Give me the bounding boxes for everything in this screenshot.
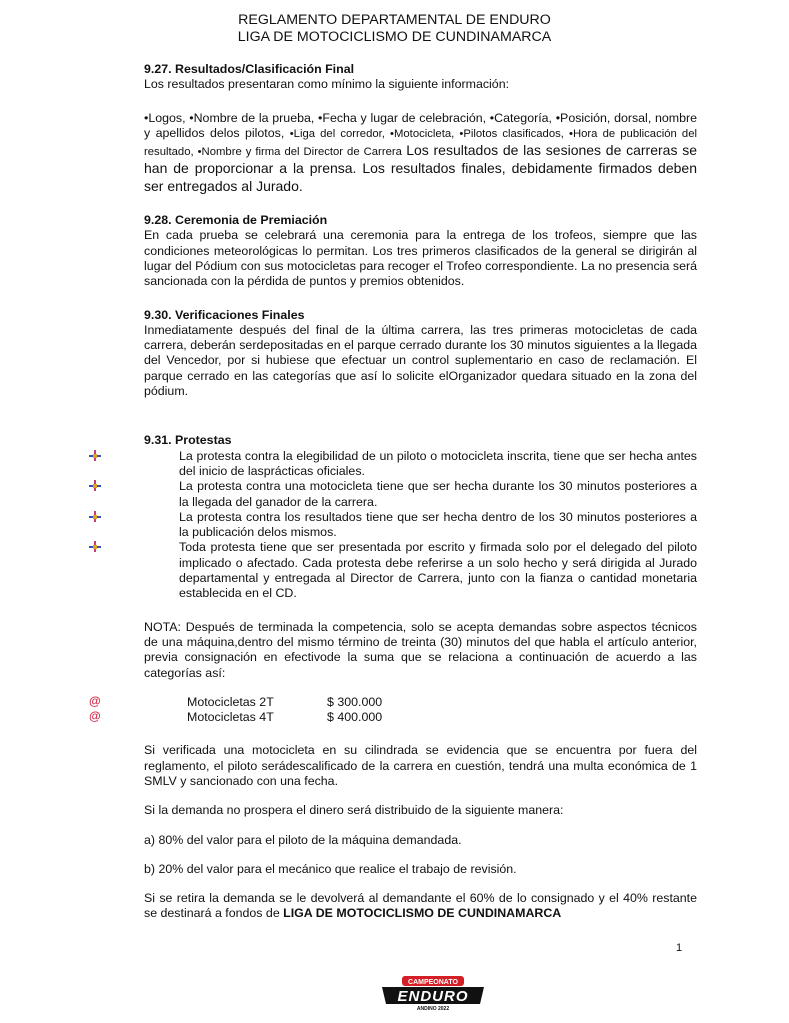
document-header <box>0 12 789 46</box>
cross-bullet-icon <box>89 511 101 523</box>
section-9-27-intro: Los resultados presentaran como mínimo la siguiente información: <box>144 77 510 92</box>
fee-label: Motocicletas 4T <box>187 710 274 725</box>
header-title: REGLAMENTO DEPARTAMENTAL DE ENDURO <box>238 12 551 28</box>
info-list-part-a: •Logos, •Nombre de la prueba, •Fecha y lugar de celebración, •Categoría, •Posición, dorsal, nombre y apellidos delos pilotos, <box>144 110 697 140</box>
section-9-30-title: 9.30. Verificaciones Finales <box>144 307 305 322</box>
nota-paragraph: NOTA: Después de terminada la competencia, solo se acepta demandas sobre aspectos técnicos de una máquina,dentro del mismo término de treinta (30) minutos del que habla el artículo anterior, previa consignación en efectivode la suma que se relaciona a continuación de acuerdo a las categorías así: <box>144 619 697 680</box>
list-item <box>144 540 697 601</box>
protest-item-text: La protesta contra los resultados tiene que ser hecha dentro de los 30 minutos posteriores a la publicación delos mismos. <box>179 509 697 540</box>
page-number: 1 <box>676 942 683 954</box>
section-9-31-title: 9.31. Protestas <box>144 433 232 448</box>
protest-item-text: Toda protesta tiene que ser presentada por escrito y firmada solo por el delegado del piloto implicado o afectado. Cada protesta debe referirse a un solo hecho y será dirigida al Jurado departamental y entregada al Director de Carrera, junto con la fianza o cantidad monetaria establecida en el CD. <box>179 540 697 601</box>
fee-row-2t <box>89 693 697 710</box>
section-9-28-body: En cada prueba se celebrará una ceremonia para la entrega de los trofeos, siempre que las condiciones meteorológicas lo permitan. Los tres primeros clasificados de la general se dirigirán al lugar del Pódium con sus motocicletas para recoger el Trofeo correspondiente. La no presencia será sancionada con la pérdida de puntos y premios obtenidos. <box>144 228 697 289</box>
fee-value: $ 400.000 <box>327 710 383 725</box>
fee-label: Motocicletas 2T <box>187 694 274 709</box>
header-subtitle: LIGA DE MOTOCICLISMO DE CUNDINAMARCA <box>237 29 552 45</box>
cross-bullet-icon <box>89 450 101 462</box>
distribution-intro: Si la demanda no prospera el dinero será distribuido de la siguiente manera: <box>144 803 564 818</box>
withdrawal-paragraph <box>144 891 697 922</box>
logo-top-text: CAMPEONATO <box>408 979 458 986</box>
section-9-28-title: 9.28. Ceremonia de Premiación <box>144 213 328 228</box>
info-list-part-b: •Liga del corredor, •Motocicleta, •Pilotos clasificados, •Hora de publicación del resultado, •Nombre y firma del Director de Carrera <box>144 127 697 159</box>
section-9-27-title: 9.27. Resultados/Clasificación Final <box>144 62 355 76</box>
cross-bullet-icon <box>89 480 101 492</box>
distribution-option-a: a) 80% del valor para el piloto de la máquina demandada. <box>144 832 462 847</box>
distribution-option-b: b) 20% del valor para el mecánico que realice el trabajo de revisión. <box>144 861 517 876</box>
withdrawal-text: Si se retira la demanda se le devolverá al demandante el 60% de lo consignado y el 40% restante se destinará a fondos de <box>144 891 697 921</box>
logo-sub-text: ANDINO 2022 <box>416 1006 450 1011</box>
cross-bullet-icon <box>89 541 101 553</box>
fee-row-4t <box>89 709 697 725</box>
spiral-bullet-icon: @ <box>89 693 101 708</box>
spiral-bullet-icon: @ <box>89 709 101 724</box>
section-9-27-info-list <box>144 111 697 195</box>
document-body <box>89 62 697 922</box>
list-item <box>144 479 697 510</box>
protest-item-text: La protesta contra la elegibilidad de un piloto o motocicleta inscrita, tiene que ser hecha antes del inicio de lasprácticas oficiales. <box>179 448 697 478</box>
logo-main-text: ENDURO <box>397 988 469 1005</box>
list-item <box>144 449 697 480</box>
protest-list <box>144 449 697 602</box>
list-item <box>144 510 697 541</box>
protest-item-text: La protesta contra una motocicleta tiene que ser hecha durante los 30 minutos posteriores a la llegada del ganador de la carrera. <box>179 479 697 509</box>
disqualification-paragraph: Si verificada una motocicleta en su cilindrada se evidencia que se encuentra por fuera del reglamento, el piloto serádescalificado de la carrera en cuestión, tendrá una multa económica de 1 SMLV y sancionado con una fecha. <box>144 743 697 788</box>
enduro-logo <box>378 975 488 1011</box>
section-9-30-body: Inmediatamente después del final de la última carrera, las tres primeras motocicletas de cada carrera, deberán serdepositadas en el parque cerrado durante los 30 minutos siguientes a la llegada del Vencedor, por si hubiese que efectuar un control suplementario en caso de reclamación. El parque cerrado en las categorías que así lo solicite elOrganizador quedara situado en la zona del pódium. <box>144 322 697 399</box>
info-list-results-note: Los resultados de las sesiones de carreras se han de proporcionar a la prensa. Los resultados finales, debidamente firmados deben ser entregados al Jurado. <box>144 142 697 194</box>
league-name: LIGA DE MOTOCICLISMO DE CUNDINAMARCA <box>283 906 562 921</box>
fee-value: $ 300.000 <box>327 694 383 709</box>
